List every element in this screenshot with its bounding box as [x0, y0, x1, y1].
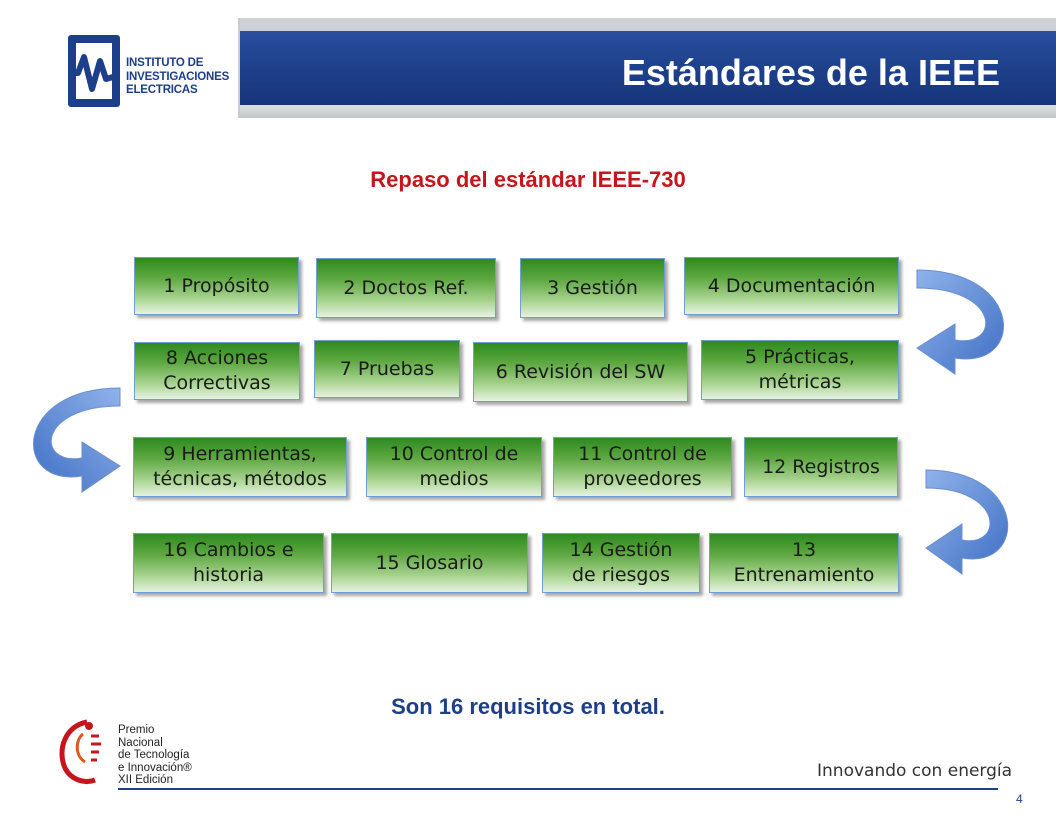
requirement-box-5: 5 Prácticas, métricas	[701, 340, 899, 400]
page-number: 4	[1016, 792, 1023, 806]
requirement-box-7: 7 Pruebas	[314, 340, 460, 398]
prize-line-5: XII Edición	[118, 774, 173, 786]
prize-line-3: de Tecnología	[118, 749, 190, 761]
logo-text	[126, 57, 236, 98]
requirement-box-15: 15 Glosario	[331, 533, 528, 593]
requirement-box-10: 10 Control de medios	[366, 437, 542, 497]
header-stripe	[236, 105, 1056, 118]
requirement-box-12: 12 Registros	[744, 437, 898, 497]
logo-line-3: ELECTRICAS	[126, 84, 198, 96]
requirement-box-16: 16 Cambios e historia	[133, 533, 324, 593]
requirement-box-1: 1 Propósito	[134, 257, 299, 315]
requirement-box-9: 9 Herramientas, técnicas, métodos	[133, 437, 347, 497]
prize-text	[118, 724, 192, 787]
motto-text: Innovando con energía	[817, 761, 1013, 781]
summary-text: Son 16 requisitos en total.	[391, 694, 665, 719]
logo-line-2: INVESTIGACIONES	[126, 70, 230, 83]
curved-arrow-right-2-icon	[918, 462, 1018, 580]
requirement-box-2: 2 Doctos Ref.	[316, 258, 496, 318]
requirement-box-8: 8 Acciones Correctivas	[134, 342, 300, 400]
prize-line-4: e Innovación®	[118, 761, 192, 774]
requirement-box-11: 11 Control de proveedores	[553, 437, 732, 497]
requirement-box-6: 6 Revisión del SW	[473, 342, 688, 402]
iie-logo-icon	[68, 35, 120, 107]
footer-divider	[118, 788, 998, 790]
curved-arrow-left-icon	[22, 380, 132, 498]
logo-line-1: INSTITUTO DE	[126, 57, 204, 69]
slide-subtitle: Repaso del estándar IEEE-730	[370, 167, 686, 192]
prize-line-1: Premio	[118, 724, 155, 736]
requirement-box-13: 13 Entrenamiento	[709, 533, 899, 593]
requirement-box-4: 4 Documentación	[684, 257, 899, 315]
requirement-box-3: 3 Gestión	[520, 258, 665, 318]
prize-line-2: Nacional	[118, 736, 163, 749]
slide-title: Estándares de la IEEE	[621, 52, 1000, 93]
curved-arrow-right-1-icon	[905, 262, 1015, 380]
requirement-box-14: 14 Gestión de riesgos	[542, 533, 700, 593]
